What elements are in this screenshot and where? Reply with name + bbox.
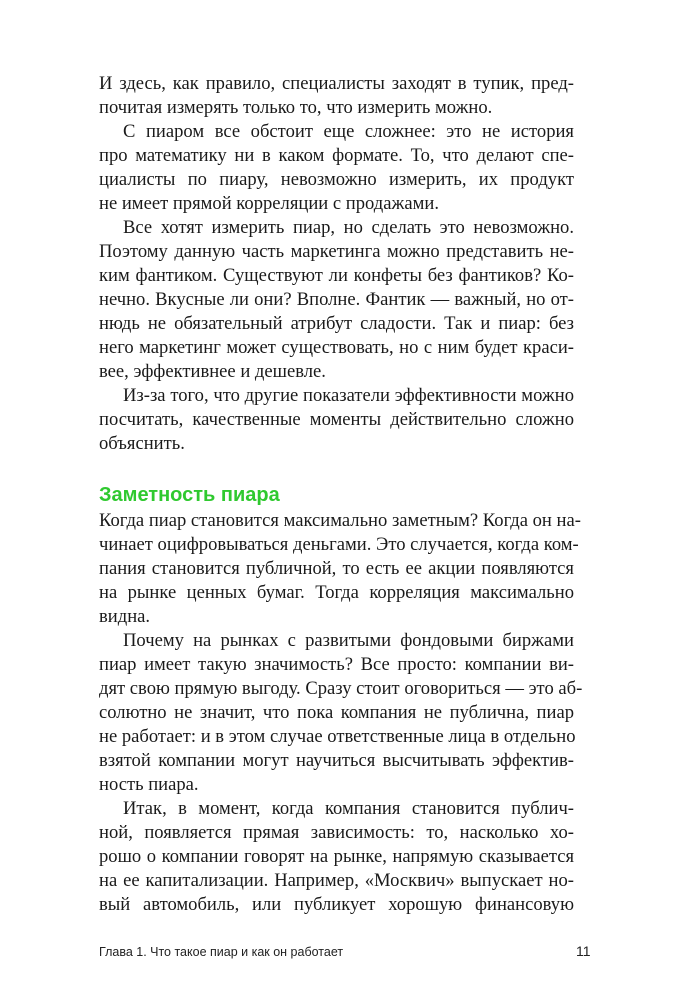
text-line: С пиаром все обстоит еще сложнее: это не история xyxy=(123,121,574,142)
text-line: Все хотят измерить пиар, но сделать это невозможно. xyxy=(123,217,574,238)
paragraph xyxy=(99,629,583,797)
paragraph xyxy=(99,509,581,629)
text-block-bottom xyxy=(99,509,583,917)
page-number: 11 xyxy=(576,943,591,959)
text-line: вый автомобиль, или публикует хорошую финансовую xyxy=(99,894,574,915)
text-line: Итак, в момент, когда компания становится публич- xyxy=(123,798,574,819)
text-line: ность пиара. xyxy=(99,774,199,795)
text-line: вее, эффективнее и дешевле. xyxy=(99,361,326,382)
text-line: Поэтому данную часть маркетинга можно представить не- xyxy=(99,241,574,262)
text-line: видна. xyxy=(99,606,151,627)
text-line: И здесь, как правило, специалисты заходят в тупик, пред- xyxy=(99,73,574,94)
text-line: про математику ни в каком формате. То, что делают спе- xyxy=(99,145,574,166)
paragraph xyxy=(99,797,574,917)
text-line: взятой компании могут научиться высчитывать эффектив- xyxy=(99,750,574,771)
text-line: чинает оцифровываться деньгами. Это случается, когда ком- xyxy=(99,534,579,555)
text-line: на ее капитализации. Например, «Москвич» выпускает но- xyxy=(99,870,574,891)
text-line: не работает: и в этом случае ответственные лица в отдельно xyxy=(99,726,576,747)
section-heading: Заметность пиара xyxy=(99,484,280,506)
text-line: посчитать, качественные моменты действительно сложно xyxy=(99,409,574,430)
text-block-top xyxy=(99,72,574,456)
text-line: почитая измерять только то, что измерить можно. xyxy=(99,97,493,118)
paragraph xyxy=(99,216,574,384)
text-line: Из-за того, что другие показатели эффективности можно xyxy=(123,385,574,406)
text-line: ной, появляется прямая зависимость: то, насколько хо- xyxy=(99,822,574,843)
text-line: нюдь не обязательный атрибут сладости. Так и пиар: без xyxy=(99,313,574,334)
paragraph xyxy=(99,72,574,120)
text-line: дят свою прямую выгоду. Сразу стоит оговориться — это аб- xyxy=(99,678,583,699)
text-line: на рынке ценных бумаг. Тогда корреляция максимально xyxy=(99,582,574,603)
text-line: нечно. Вкусные ли они? Вполне. Фантик — важный, но от- xyxy=(99,289,574,310)
text-line: пания становится публичной, то есть ее акции появляются xyxy=(99,558,574,579)
text-line: не имеет прямой корреляции с продажами. xyxy=(99,193,439,214)
text-line: циалисты по пиару, невозможно измерить, их продукт xyxy=(99,169,574,190)
paragraph xyxy=(99,384,574,456)
paragraph xyxy=(99,120,574,216)
text-line: пиар имеет такую значимость? Все просто: компании ви- xyxy=(99,654,574,675)
text-line: Когда пиар становится максимально заметным? Когда он на- xyxy=(99,510,581,531)
text-line: объяснить. xyxy=(99,433,185,454)
text-line: ким фантиком. Существуют ли конфеты без фантиков? Ко- xyxy=(99,265,574,286)
running-footer-chapter: Глава 1. Что такое пиар и как он работает xyxy=(99,945,344,959)
text-line: Почему на рынках с развитыми фондовыми биржами xyxy=(123,630,574,651)
text-line: рошо о компании говорят на рынке, напрямую сказывается xyxy=(99,846,574,867)
text-line: солютно не значит, что пока компания не публична, пиар xyxy=(99,702,574,723)
text-line: него маркетинг может существовать, но с ним будет краси- xyxy=(99,337,574,358)
